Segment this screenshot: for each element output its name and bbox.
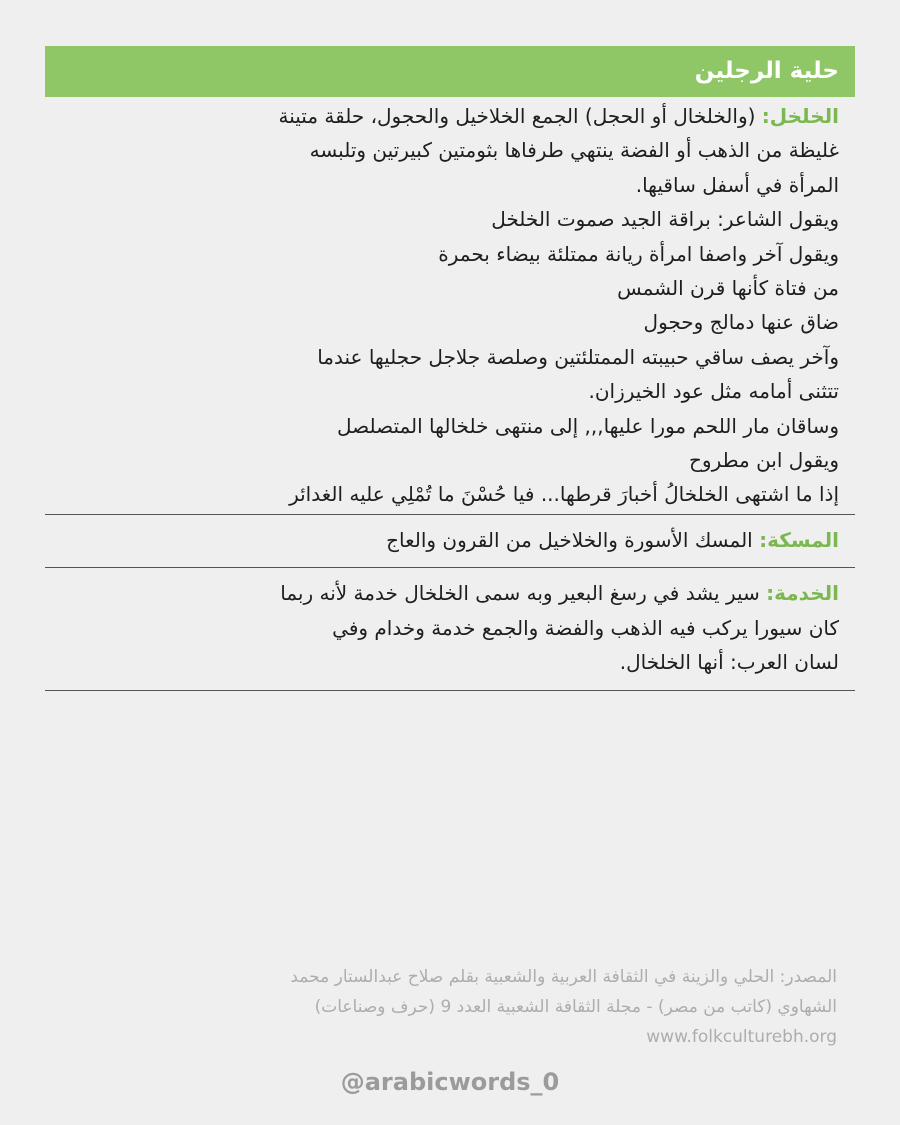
entry-line: المرأة في أسفل ساقيها.	[635, 172, 839, 197]
entry-line: ويقول آخر واصفا امرأة ريانة ممتلئة بيضاء بحمرة	[438, 241, 839, 266]
entry-line: ضاق عنها دمالج وحجول	[643, 310, 839, 335]
entry-term: الخدمة:	[766, 581, 839, 606]
source-line: الشهاوي (كاتب من مصر) - مجلة الثقافة الشعبية العدد 9 (حرف وصناعات)	[314, 997, 837, 1017]
entry-line: المسكة: المسك الأسورة والخلاخيل من القرون والعاج	[386, 527, 839, 552]
entry-line: الخدمة: سير يشد في رسغ البعير وبه سمى الخلخال خدمة لأنه ربما	[280, 581, 839, 606]
entry-line: ويقول ابن مطروح	[689, 448, 839, 473]
entry-line: تتثنى أمامه مثل عود الخيرزان.	[588, 379, 839, 404]
entry-line: وآخر يصف ساقي حبيبته الممتلئتين وصلصة جلاجل حجليها عندما	[317, 344, 839, 369]
entry-line: وساقان مار اللحم مورا عليها,,, إلى منتهى خلخالها المتصلصل	[337, 413, 839, 438]
social-handle: @arabicwords_0	[340, 1068, 560, 1096]
entry-maska	[45, 515, 855, 568]
section-header	[45, 46, 855, 97]
entry-line: الخلخل: (والخلخال أو الحجل) الجمع الخلاخيل والحجول، حلقة متينة	[278, 104, 839, 128]
entry-term: المسكة:	[759, 527, 839, 552]
entry-line: إذا ما اشتهى الخلخالُ أخبارَ قرطها... فيا حُسْنَ ما تُمْلِي عليه الغدائر	[289, 482, 839, 507]
entry-line: لسان العرب: أنها الخلخال.	[619, 650, 839, 675]
entry-line: ويقول الشاعر: براقة الجيد صموت الخلخل	[491, 207, 839, 232]
entry-line: غليظة من الذهب أو الفضة ينتهي طرفاها بثومتين كبيرتين وتلبسه	[309, 138, 839, 163]
entry-term: الخلخل:	[761, 104, 839, 128]
entry-line: من فتاة كأنها قرن الشمس	[617, 276, 839, 301]
source-line: المصدر: الحلي والزينة في الثقافة العربية والشعبية بقلم صلاح عبدالستار محمد	[290, 967, 837, 987]
entry-khalkhal	[45, 97, 855, 515]
entry-khadama	[45, 568, 855, 690]
entry-line: كان سيورا يركب فيه الذهب والفضة والجمع خدمة وخدام وفي	[332, 615, 839, 640]
source-url-link[interactable]: www.folkculturebh.org	[646, 1027, 837, 1047]
header-title: حلية الرجلين	[694, 58, 839, 84]
article-card	[45, 46, 855, 691]
source-citation	[45, 962, 837, 1052]
